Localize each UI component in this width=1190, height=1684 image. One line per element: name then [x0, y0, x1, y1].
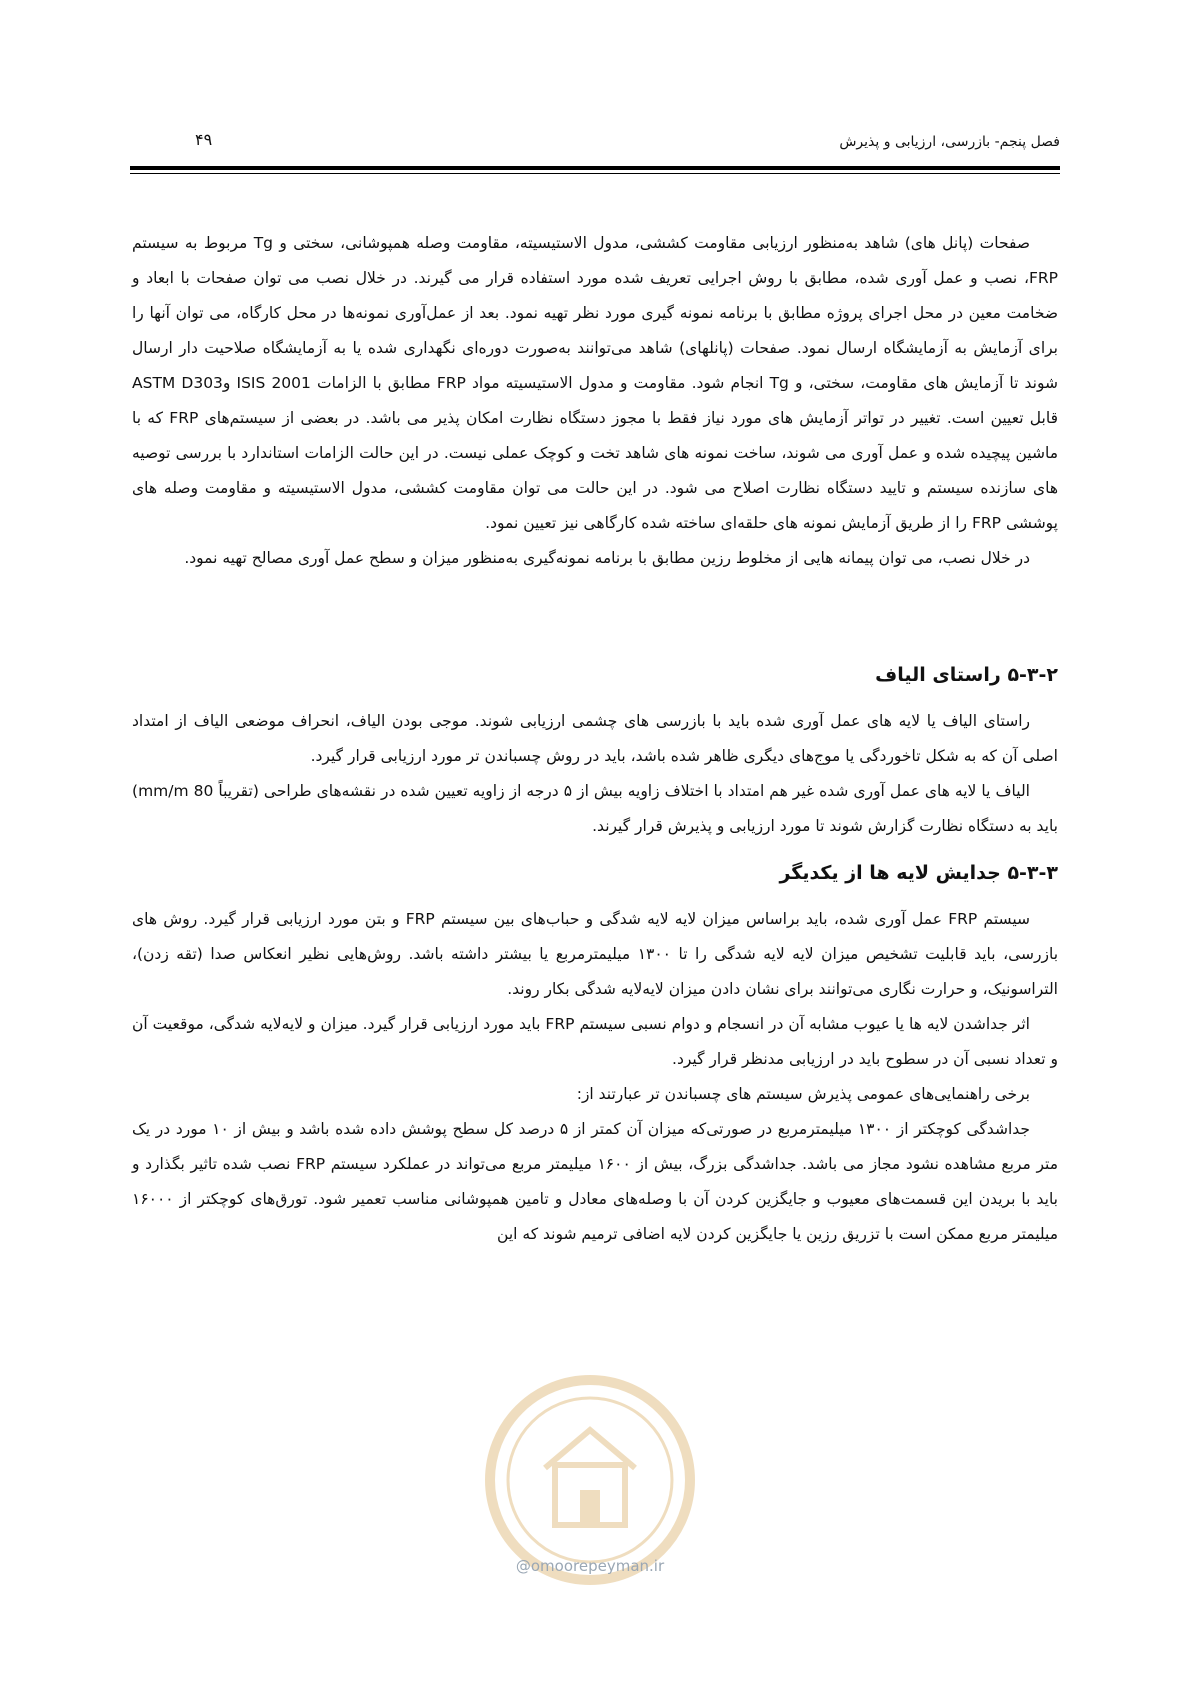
paragraph-acceptance-guidelines: برخی راهنمایی‌های عمومی پذیرش سیستم های چسباندن تر عبارتند از: — [576, 1085, 1030, 1103]
section-title: جدایش لایه ها از یکدیگر — [779, 862, 1001, 884]
paragraph-fiber-misalignment: الیاف یا لایه های عمل آوری شده غیر هم امتداد با اختلاف زاویه بیش از ۵ درجه از زاویه تعیین شده در نقشه‌های طراحی (تقریباً 80 mm/m) باید به دستگاه نظارت گزارش شوند تا مورد ارزیابی و پذیرش قرار گیرند. — [132, 782, 1058, 835]
paragraph-fiber-inspection: راستای الیاف یا لایه های عمل آوری شده باید با بازرسی های چشمی ارزیابی شوند. موجی بودن الیاف، انحراف موضعی الیاف از امتداد اصلی آن که به شکل تاخوردگی یا موج‌های دیگری ظاهر شده باشد، باید در روش چسباندن تر مورد ارزیابی قرار گیرد. — [132, 712, 1058, 765]
paragraph-resin-samples: در خلال نصب، می توان پیمانه هایی از مخلوط رزین مطابق با برنامه نمونه‌گیری به‌منظور میزان و سطح عمل آوری مصالح تهیه نمود. — [184, 549, 1030, 567]
section-number: ۵-۳-۳ — [1007, 862, 1058, 884]
section-heading-delamination — [132, 844, 1058, 902]
paragraph-witness-panels: صفحات (پانل های) شاهد به‌منظور ارزیابی مقاومت کششی، مدول الاستیسیته، مقاومت وصله همپوشانی، سختی و Tg مربوط به سیستم FRP، نصب و عمل آوری شده، مطابق با روش اجرایی تعریف شده مورد استفاده قرار می گیرند. در خلال نصب می توان صفحات با ابعاد و ضخامت معین در محل اجرای پروژه مطابق با برنامه نمونه گیری مورد نظر تهیه نمود. بعد از عمل‌آوری نمونه‌ها در محل کارگاه، می توان آنها را برای آزمایش به آزمایشگاه ارسال نمود. صفحات (پانلهای) شاهد می‌توانند به‌صورت دوره‌ای نگهداری شده یا به آزمایشگاه صلاحیت دار ارسال شوند تا آزمایش های مقاومت، سختی، و Tg انجام شود. مقاومت و مدول الاستیسیته مواد FRP مطابق با الزامات ISIS 2001 وASTM D303 قابل تعیین است. تغییر در تواتر آزمایش های مورد نیاز فقط با مجوز دستگاه نظارت امکان پذیر می باشد. در بعضی از سیستم‌های FRP که با ماشین پیچیده شده و عمل آوری می شوند، ساخت نمونه های شاهد تخت و کوچک عملی نیست. در این حالت الزامات استاندارد با بررسی توصیه های سازنده سیستم و تایید دستگاه نظارت اصلاح می شود. در این حالت می توان مقاومت کششی، مدول الاستیسیته و مقاومت وصله های پوششی FRP را از طریق آزمایش نمونه های حلقه‌ای ساخته شده کارگاهی نیز تعیین نمود. — [132, 234, 1058, 532]
page-header — [130, 130, 1060, 166]
header-rule-thin — [130, 173, 1060, 174]
section-title: راستای الیاف — [875, 664, 1001, 686]
page-body — [132, 226, 1058, 1252]
section-number: ۵-۳-۲ — [1007, 664, 1058, 686]
header-rule-thick — [130, 166, 1060, 170]
section-heading-fiber-orientation — [132, 646, 1058, 704]
paragraph-delamination-limits: جداشدگی کوچکتر از ۱۳۰۰ میلیمترمربع در صورتی‌که میزان آن کمتر از ۵ درصد کل سطح پوشش داده شده باشد و بیش از ۱۰ مورد در یک متر مربع مشاهده نشود مجاز می باشد. جداشدگی بزرگ، بیش از ۱۶۰۰ میلیمتر مربع می‌تواند در عملکرد سیستم FRP نصب شده تاثیر بگذارد و باید با بریدن این قسمت‌های معیوب و جایگزین کردن آن با وصله‌های معادل و تامین همپوشانی مناسب تعمیر شود. تورق‌های کوچکتر از ۱۶۰۰۰ میلیمتر مربع ممکن است با تزریق رزین یا جایگزین کردن لایه اضافی ترمیم شوند که این — [132, 1120, 1059, 1243]
paragraph-delamination-evaluation: سیستم FRP عمل آوری شده، باید براساس میزان لایه لایه شدگی و حباب‌های بین سیستم FRP و بتن مورد ارزیابی قرار گیرد. روش های بازرسی، باید قابلیت تشخیص میزان لایه لایه شدگی را تا ۱۳۰۰ میلیمترمربع یا بیشتر داشته باشد. روش‌هایی نظیر انعکاس صدا (تقه زدن)، التراسونیک، و حرارت نگاری می‌توانند برای نشان دادن میزان لایه‌لایه شدگی بکار روند. — [132, 910, 1059, 998]
page-number: ۴۹ — [195, 130, 213, 149]
chapter-title: فصل پنجم- بازرسی، ارزیابی و پذیرش — [839, 134, 1060, 150]
paragraph-delamination-effect: اثر جداشدن لایه ها یا عیوب مشابه آن در انسجام و دوام نسبی سیستم FRP باید مورد ارزیابی قرار گیرد. میزان و لایه‌لایه شدگی، موقعیت آن و تعداد نسبی آن در سطوح باید در ارزیابی مدنظر قرار گیرد. — [132, 1015, 1058, 1068]
watermark-site: @omoorepeyman.ir — [515, 1557, 665, 1575]
